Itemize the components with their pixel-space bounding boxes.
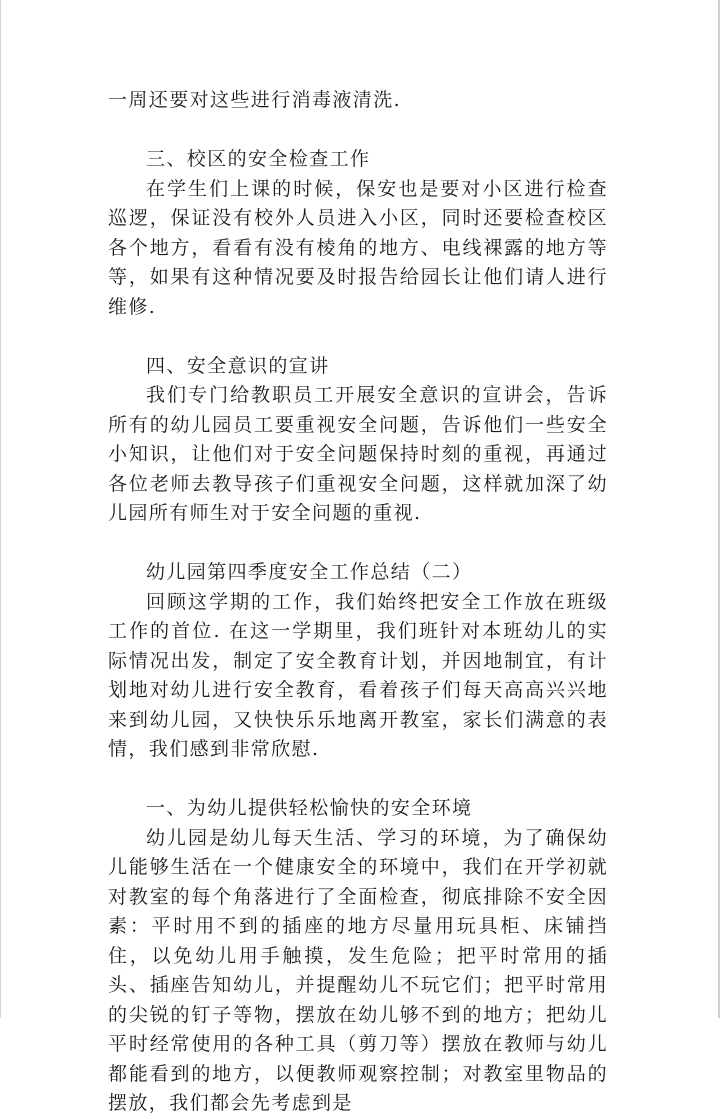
paragraph-gap bbox=[108, 116, 608, 146]
paragraph-semester-review: 回顾这学期的工作，我们始终把安全工作放在班级工作的首位. 在这一学期里，我们班针对本班幼儿的实际情况出发，制定了安全教育计划，并因地制宜，有计划地对幼儿进行安全教育，看着孩子们每天高高兴兴地来到幼儿园，又快快乐乐地离开教室，家长们满意的表情，我们感到非常欣慰. bbox=[108, 590, 608, 760]
paragraph-safety-awareness: 我们专门给教职员工开展安全意识的宣讲会，告诉所有的幼儿园员工要重视安全问题，告诉他们一些安全小知识，让他们对于安全问题保持时刻的重视，再通过各位老师去教导孩子们重视安全问题，这样就加深了幼儿园所有师生对于安全问题的重视. bbox=[108, 384, 608, 524]
document-body bbox=[108, 86, 608, 1119]
paragraph-campus-inspection: 在学生们上课的时候，保安也是要对小区进行检查巡逻，保证没有校外人员进入小区，同时还要检查校区各个地方，看看有没有棱角的地方、电线裸露的地方等等，如果有这种情况要及时报告给园长让他们请人进行维修. bbox=[108, 177, 608, 318]
paragraph-continuation: 一周还要对这些进行消毒液清洗. bbox=[108, 89, 402, 111]
section-heading-safe-environment: 一、为幼儿提供轻松愉快的安全环境 bbox=[146, 797, 473, 819]
section-heading-campus-inspection: 三、校区的安全检查工作 bbox=[146, 148, 371, 170]
paragraph-gap bbox=[108, 322, 608, 352]
paragraph-gap bbox=[108, 529, 608, 559]
document-subtitle-summary-two: 幼儿园第四季度安全工作总结（二） bbox=[146, 561, 473, 583]
paragraph-safe-environment: 幼儿园是幼儿每天生活、学习的环境，为了确保幼儿能够生活在一个健康安全的环境中，我们在开学初就对教室的每个角落进行了全面检查，彻底排除不安全因素：平时用不到的插座的地方尽量用玩具柜、床铺挡住，以免幼儿用手触摸，发生危险；把平时常用的插头、插座告知幼儿，并提醒幼儿不玩它们；把平时常用的尖锐的钉子等物，摆放在幼儿够不到的地方；把幼儿平时经常使用的各种工具（剪刀等）摆放在教师与幼儿都能看到的地方，以便教师观察控制；对教室里物品的摆放，我们都会先考虑到是 bbox=[108, 826, 608, 1114]
page-left-border bbox=[0, 0, 1, 1018]
paragraph-gap bbox=[108, 765, 608, 795]
section-heading-safety-awareness: 四、安全意识的宣讲 bbox=[146, 354, 330, 377]
